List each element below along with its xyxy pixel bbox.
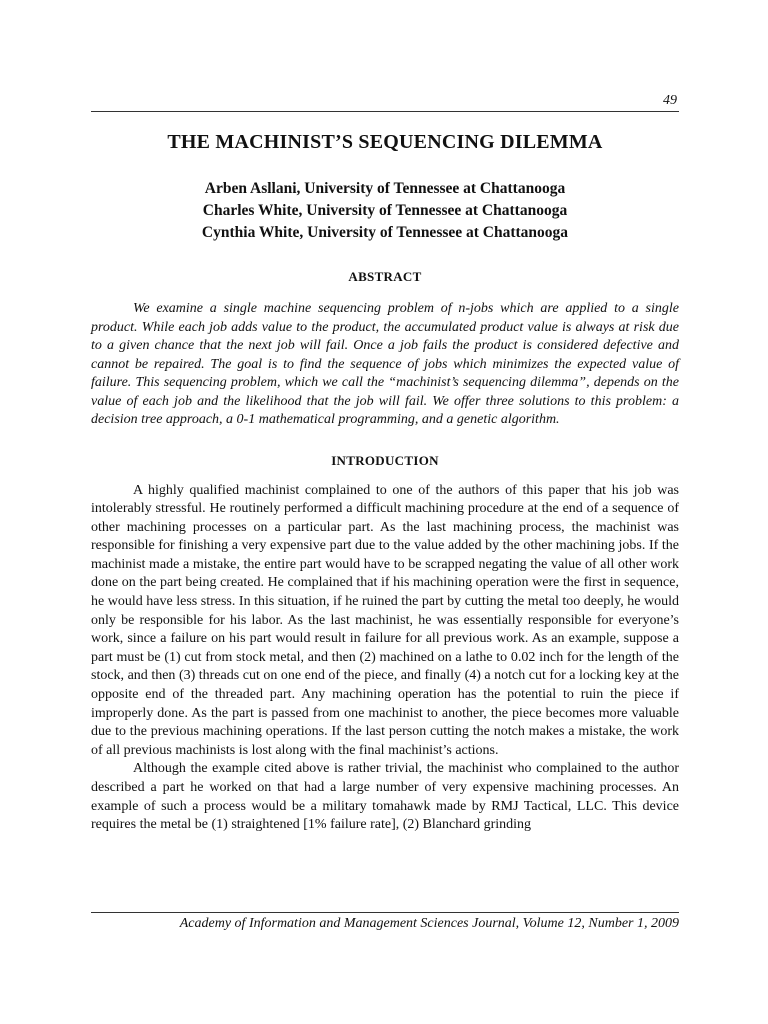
author-line: Charles White, University of Tennessee at Chattanooga [202,202,568,219]
footer-rule [91,912,679,913]
abstract-text: We examine a single machine sequencing problem of n-jobs which are applied to a single product. While each job adds value to the product, the accumulated product value is always at risk due to a given chance that the next job will fail. Once a job fails the product is considered defective and cannot be repaired. The goal is to find the sequence of jobs which minimizes the expected value of failure. This sequencing problem, which we call the “machinist’s sequencing dilemma”, depends on the value of each job and the likelihood that the job will fail. We offer three solutions to this problem: a decision tree approach, a 0-1 mathematical programming, and a genetic algorithm. [91,301,679,427]
paper-title: THE MACHINIST’S SEQUENCING DILEMMA [167,131,603,153]
page-number: 49 [663,93,677,108]
author-line: Cynthia White, University of Tennessee at Chattanooga [201,224,569,241]
author-line: Arben Asllani, University of Tennessee at Chattanooga [204,180,566,197]
header-rule [91,111,679,112]
page-content [91,128,679,835]
body-paragraph: A highly qualified machinist complained to one of the authors of this paper that his job was intolerably stressful. He routinely performed a difficult machining procedure at the end of a sequence of other machining processes on a particular part. As the last machining process, the machinist was responsible for finishing a very expensive part due to the value added by the other machining jobs. If the machinist made a mistake, the entire part would have to be scrapped negating the value of all other work done on the part being created. He complained that if his machining operation were the first in sequence, he would have less stress. In this situation, if he ruined the part by cutting the metal too deeply, he would only be responsible for his labor. As the last machinist, he was essentially responsible for everyone’s work, since a failure on his part would result in failure for all previous work. As an example, suppose a part must be (1) cut from stock metal, and then (2) machined on a lathe to 0.02 inch for the length of the stock, and then (3) threads cut on one end of the piece, and finally (4) a notch cut for a locking key at the opposite end of the threaded part. Any machining operation has the potential to ruin the piece if improperly done. As the part is passed from one machinist to another, the piece becomes more valuable due to the previous machining operations. If the last person cutting the notch makes a mistake, the work of all previous machinists is lost along with the final machinist’s actions. [91,482,679,758]
author-list [91,178,679,244]
abstract-heading: ABSTRACT [348,269,422,284]
introduction-heading: INTRODUCTION [331,452,439,468]
body-paragraph: Although the example cited above is rather trivial, the machinist who complained to the author described a part he worked on that had a large number of very expensive machining processes. An example of such a process would be a military tomahawk made by RMJ Tactical, LLC. This device requires the metal be (1) straightened [1% failure rate], (2) Blanchard grinding [91,761,679,833]
journal-footer: Academy of Information and Management Sciences Journal, Volume 12, Number 1, 2009 [179,916,679,931]
